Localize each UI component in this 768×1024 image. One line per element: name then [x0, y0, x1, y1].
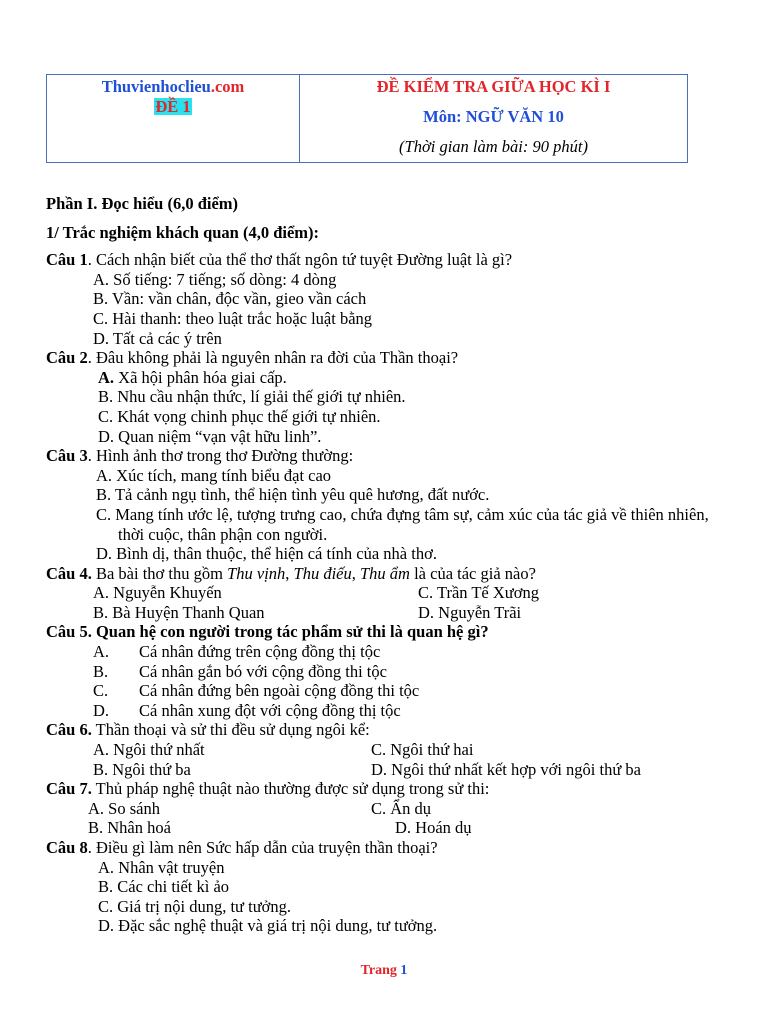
question-6 — [46, 720, 736, 779]
page-footer — [0, 963, 768, 979]
header-right-cell — [300, 75, 687, 162]
option-d — [46, 701, 736, 721]
poem-title-1: Thu vịnh — [227, 563, 286, 583]
option-text: Cá nhân đứng bên ngoài cộng đồng thi tộc — [139, 681, 420, 701]
option-d: D. Ngôi thứ nhất kết hợp với ngôi thứ ba — [371, 759, 641, 779]
separator: , — [285, 563, 294, 583]
option-c: C. Hài thanh: theo luật trắc hoặc luật bằng — [93, 308, 373, 328]
option-d: D. Bình dị, thân thuộc, thể hiện cá tính của nhà thơ. — [96, 544, 437, 564]
question-text: Thần thoại và sử thi đều sử dụng ngôi kể: — [91, 720, 370, 740]
option-d: D. Đặc sắc nghệ thuật và giá trị nội dung, tư tưởng. — [98, 916, 438, 936]
option-b: B. Nhu cầu nhận thức, lí giải thế giới tự nhiên. — [98, 387, 406, 407]
exam-title: ĐỀ KIỂM TRA GIỮA HỌC KÌ I — [376, 77, 611, 96]
question-label: Câu 7. — [46, 779, 92, 799]
question-label: Câu 1 — [46, 250, 88, 270]
site-name-main: Thuvienhoclieu — [101, 77, 211, 96]
option-a: A. Nguyễn Khuyến — [93, 583, 222, 603]
option-b: B. Tả cảnh ngụ tình, thể hiện tình yêu quê hương, đất nước. — [96, 485, 490, 505]
exam-header — [46, 74, 688, 163]
option-text: Xã hội phân hóa giai cấp. — [114, 367, 287, 387]
option-a — [46, 642, 736, 662]
option-c: C. Giá trị nội dung, tư tưởng. — [98, 896, 291, 916]
option-c: C. Khát vọng chinh phục thế giới tự nhiên. — [98, 406, 381, 426]
option-letter: C. — [93, 681, 109, 701]
question-3 — [46, 446, 736, 564]
option-letter: D. — [93, 700, 110, 720]
poem-title-2: Thu điếu — [293, 563, 352, 583]
option-b: B. Ngôi thứ ba — [93, 759, 191, 779]
question-label: Câu 4. — [46, 563, 92, 583]
option-a: A. Số tiếng: 7 tiếng; số dòng: 4 dòng — [93, 269, 337, 289]
option-a — [46, 368, 736, 388]
option-d: D. Quan niệm “vạn vật hữu linh”. — [98, 426, 322, 446]
option-a: A. Nhân vật truyện — [98, 857, 225, 877]
option-text: Cá nhân gắn bó với cộng đồng thi tộc — [139, 661, 387, 681]
question-text: Thủ pháp nghệ thuật nào thường được sử dụng trong sử thi: — [91, 779, 490, 799]
poem-title-3: Thu ẩm — [360, 563, 410, 583]
question-text-end: là của tác giả nào? — [409, 563, 536, 583]
question-label: Câu 8 — [46, 838, 88, 857]
option-a: A. Ngôi thứ nhất — [93, 740, 205, 760]
page-number: 1 — [400, 963, 408, 978]
page-word: Trang — [360, 963, 401, 978]
option-letter: A. — [98, 367, 115, 387]
option-letter: A. — [93, 642, 110, 662]
question-text: Ba bài thơ thu gồm — [91, 563, 228, 583]
option-d: D. Tất cả các ý trên — [93, 328, 222, 348]
question-label: Câu 2 — [46, 348, 88, 368]
option-b: B. Các chi tiết kì ảo — [98, 877, 230, 897]
question-8 — [46, 838, 736, 936]
question-5 — [46, 622, 736, 720]
subsection-title: 1/ Trắc nghiệm khách quan (4,0 điểm): — [46, 222, 320, 242]
option-text: Cá nhân xung đột với cộng đồng thị tộc — [139, 700, 401, 720]
question-label: Câu 3 — [46, 446, 88, 466]
exam-duration: (Thời gian làm bài: 90 phút) — [399, 137, 588, 156]
option-a: A. Xúc tích, mang tính biểu đạt cao — [96, 465, 332, 485]
exam-subject: Môn: NGỮ VĂN 10 — [423, 107, 564, 126]
site-name-domain: .com — [210, 77, 245, 96]
option-letter: B. — [93, 661, 109, 681]
option-a: A. So sánh — [88, 798, 160, 818]
option-b — [46, 662, 736, 682]
option-c: C. Trần Tế Xương — [418, 583, 539, 603]
option-c — [46, 681, 736, 701]
question-text: . Đâu không phải là nguyên nhân ra đời của Thần thoại? — [87, 348, 459, 368]
question-label: Câu 6. — [46, 720, 92, 740]
option-b: B. Bà Huyện Thanh Quan — [93, 602, 265, 622]
option-c: C. Ẩn dụ — [371, 798, 432, 818]
question-7 — [46, 779, 736, 838]
question-text: . Hình ảnh thơ trong thơ Đường thường: — [87, 446, 354, 466]
question-4 — [46, 564, 736, 623]
question-text: . Cách nhận biết của thể thơ thất ngôn tứ tuyệt Đường luật là gì? — [87, 250, 513, 270]
option-b: B. Nhân hoá — [88, 818, 171, 838]
question-label: Câu 5. — [46, 622, 92, 642]
option-c: C. Ngôi thứ hai — [371, 740, 474, 760]
option-text: Cá nhân đứng trên cộng đồng thị tộc — [139, 642, 381, 662]
question-text: Quan hệ con người trong tác phẩm sử thi là quan hệ gì? — [91, 622, 489, 642]
option-d: D. Nguyễn Trãi — [418, 602, 522, 622]
option-c: C. Mang tính ước lệ, tượng trưng cao, chứa đựng tâm sự, cảm xúc của tác giả về thiên nhiên, thời cuộc, thân phận con người. — [96, 504, 709, 544]
exam-content — [46, 194, 736, 936]
section-title: Phần I. Đọc hiểu (6,0 điểm) — [46, 194, 239, 213]
site-name — [47, 77, 299, 97]
question-text: . Điều gì làm nên Sức hấp dẫn của truyện thần thoại? — [87, 838, 438, 857]
exam-code: ĐỀ 1 — [155, 97, 191, 116]
question-2 — [46, 348, 736, 446]
header-left-cell — [47, 75, 300, 162]
option-b: B. Vần: vần chân, độc vần, gieo vần cách — [93, 289, 367, 309]
option-d: D. Hoán dụ — [395, 818, 472, 838]
question-1 — [46, 250, 736, 348]
separator: , — [351, 563, 360, 583]
